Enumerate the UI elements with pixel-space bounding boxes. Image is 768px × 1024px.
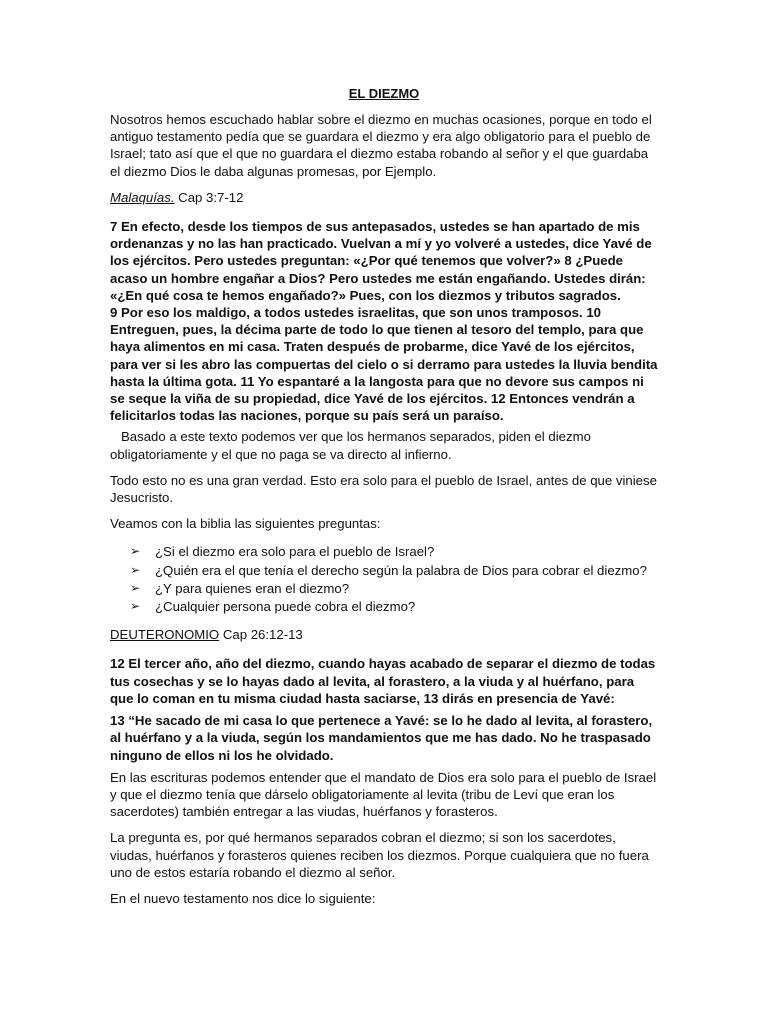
list-item — [110, 598, 660, 615]
pregunta-paragraph: La pregunta es, por qué hermanos separados cobran el diezmo; si son los sacerdotes, viudas, huérfanos y forasteros quienes reciben los diezmos. Porque cualquiera que no fuera uno de estos estaría robando el diezmo al señor. — [110, 830, 649, 880]
questions-list — [110, 543, 660, 615]
reference-book: Malaquías. — [110, 189, 175, 205]
reference-malaquias — [110, 189, 660, 206]
nuevo-testamento-paragraph: En el nuevo testamento nos dice lo siguiente: — [110, 890, 376, 906]
reference-chapter: Cap 26:12-13 — [219, 627, 303, 643]
verse-7-paragraph: 7 En efecto, desde los tiempos de sus antepasados, ustedes se han apartado de mis ordenanzas y no las han practicado. Vuelvan a mí y yo volveré a ustedes, dice Yavé de los ejércitos. Pero ustedes preguntan: «¿Por qué tenemos que volver?» 8 ¿Puede acaso un hombre engañar a Dios? Pero ustedes me están engañando. Ustedes dirán: «¿En qué cosa te hemos engañado?» Pues, con los diezmos y tributos sagrados. — [110, 219, 652, 303]
reference-book: DEUTERONOMIO — [110, 627, 220, 643]
question-text: ¿Y para quienes eran el diezmo? — [155, 580, 350, 596]
arrow-bullet-icon: ➢ — [130, 580, 141, 595]
verse-9-paragraph: 9 Por eso los maldigo, a todos ustedes israelitas, que son unos tramposos. 10 Entreguen, pues, la décima parte de todo lo que tienen al tesoro del templo, para que haya alimentos en mi casa. Traten después de probarme, dice Yavé de los ejércitos, para ver si les abro las compuertas del cielo o si derramo para ustedes la lluvia bendita hasta la última gota. 11 Yo espantaré a la langosta para que no devore sus campos ni se seque la viña de su propiedad, dice Yavé de los ejércitos. 12 Entonces vendrán a felicitarlos todas las naciones, porque su país será un paraíso. — [110, 305, 658, 424]
reference-deuteronomio — [110, 626, 660, 643]
verse-13-paragraph: 13 “He sacado de mi casa lo que pertenece a Yavé: se lo he dado al levita, al forastero, al huérfano y a la viuda, según los mandamientos que me has dado. No he traspasado ninguno de ellos ni los he olvidado. — [110, 713, 653, 763]
intro-paragraph: Nosotros hemos escuchado hablar sobre el diezmo en muchas ocasiones, porque en todo el antiguo testamento pedía que se guardara el diezmo y era algo obligatorio para el pueblo de Israel; tato así que el que no guardara el diezmo estaba robando al señor y el que guardaba el diezmo Dios le daba algunas promesas, por Ejemplo. — [110, 112, 652, 179]
verse-12-paragraph: 12 El tercer año, año del diezmo, cuando hayas acabado de separar el diezmo de todas tus cosechas y se lo hayas dado al levita, al forastero, a la viuda y al huérfano, para que lo coman en tu misma ciudad hasta saciarse, 13 dirás en presencia de Yavé: — [110, 656, 656, 706]
question-text: ¿Si el diezmo era solo para el pueblo de Israel? — [155, 544, 435, 560]
veamos-paragraph: Veamos con la biblia las siguientes preguntas: — [110, 516, 381, 532]
document-body — [110, 111, 660, 916]
list-item — [110, 580, 660, 597]
list-item — [110, 562, 660, 579]
basado-paragraph: Basado a este texto podemos ver que los hermanos separados, piden el diezmo obligatoriamente y el que no paga se va directo al infierno. — [110, 429, 595, 462]
arrow-bullet-icon: ➢ — [130, 562, 141, 577]
document-title: EL DIEZMO — [348, 86, 420, 101]
arrow-bullet-icon: ➢ — [130, 544, 141, 559]
todo-paragraph: Todo esto no es una gran verdad. Esto era solo para el pueblo de Israel, antes de que viniese Jesucristo. — [110, 472, 657, 506]
escrituras-paragraph: En las escrituras podemos entender que el mandato de Dios era solo para el pueblo de Israel y que el diezmo tenía que dárselo obligatoriamente al levita (tribu de Leví que eran los sacerdotes) también entregar a las viudas, huérfanos y forasteros. — [110, 769, 657, 820]
question-text: ¿Quién era el que tenía el derecho según la palabra de Dios para cobrar el diezmo? — [155, 562, 647, 578]
list-item — [110, 543, 660, 560]
question-text: ¿Cualquier persona puede cobra el diezmo? — [155, 599, 416, 615]
arrow-bullet-icon: ➢ — [130, 599, 141, 614]
reference-chapter: Cap 3:7-12 — [174, 189, 244, 205]
